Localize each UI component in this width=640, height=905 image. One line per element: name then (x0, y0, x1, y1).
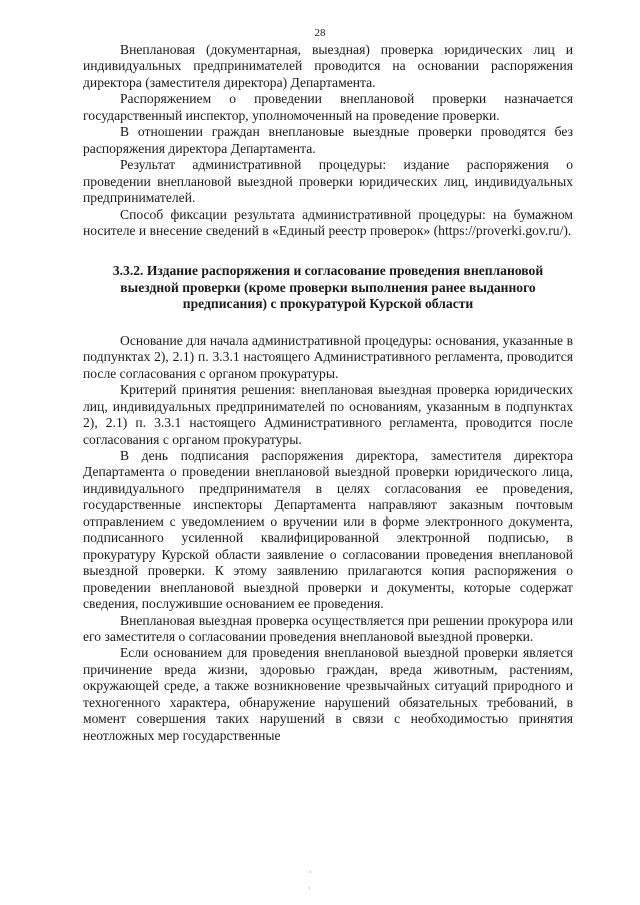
scan-speck: · (309, 868, 312, 877)
paragraph: Внеплановая (документарная, выездная) проверка юридических лиц и индивидуальных предпринимателей проводится на основании распоряжения директора (заместителя директора) Департамента. (83, 42, 573, 90)
paragraph: Основание для начала административной процедуры: основания, указанные в подпунктах 2), 2.1) п. 3.3.1 настоящего Административного регламента, проводится после согласования с органом прокуратуры. (83, 332, 573, 381)
paragraph: Если основанием для проведения внеплановой выездной проверки является причинение вреда жизни, здоровью граждан, вреда животным, растениям, окружающей среде, а также возникновение чрезвычайных ситуаций природного и техногенного характера, обнаружение нарушений обязательных требований, в момент совершения таких нарушений в связи с необходимостью принятия неотложных мер государственные (83, 645, 573, 743)
section-heading: 3.3.2. Издание распоряжения и согласование проведения внеплановой выездной проверки (кроме проверки выполнения ранее выданного предписания) с прокуратурой Курской области (112, 263, 544, 312)
scan-speck: · (308, 884, 311, 893)
paragraph: Критерий принятия решения: внеплановая выездная проверка юридических лиц, индивидуальных предпринимателей по основаниям, указанным в подпунктах 2), 2.1) п. 3.3.1 настоящего Административного регламента, проводится после согласования с органом прокуратуры. (83, 382, 573, 447)
paragraph: Распоряжением о проведении внеплановой проверки назначается государственный инспектор, уполномоченный на проведение проверки. (83, 91, 573, 123)
paragraph: Способ фиксации результата административной процедуры: на бумажном носителе и внесение сведений в «Единый реестр проверок» (https://proverki.gov.ru/). (83, 206, 573, 238)
page-number: 28 (314, 27, 326, 39)
document-body (83, 42, 573, 744)
paragraph: В отношении граждан внеплановые выездные проверки проводятся без распоряжения директора Департамента. (83, 124, 573, 156)
paragraph: Внеплановая выездная проверка осуществляется при решении прокурора или его заместителя о согласовании проведения внеплановой выездной проверки. (83, 612, 573, 644)
paragraph: Результат административной процедуры: издание распоряжения о проведении внеплановой выездной проверки юридических лиц, индивидуальных предпринимателей. (83, 157, 573, 206)
paragraph: В день подписания распоряжения директора, заместителя директора Департамента о проведении внеплановой выездной проверки юридического лица, индивидуального предпринимателя в целях согласования ее проведения, государственные инспекторы Департамента направляют заказным почтовым отправлением с уведомлением о вручении или в форме электронного документа, подписанного усиленной квалифицированной электронной подписью, в прокуратуру Курской области заявление о согласовании проведения внеплановой выездной проверки. К этому заявлению прилагаются копия распоряжения о проведении внеплановой выездной проверки и документы, которые содержат сведения, послужившие основанием ее проведения. (83, 447, 573, 612)
